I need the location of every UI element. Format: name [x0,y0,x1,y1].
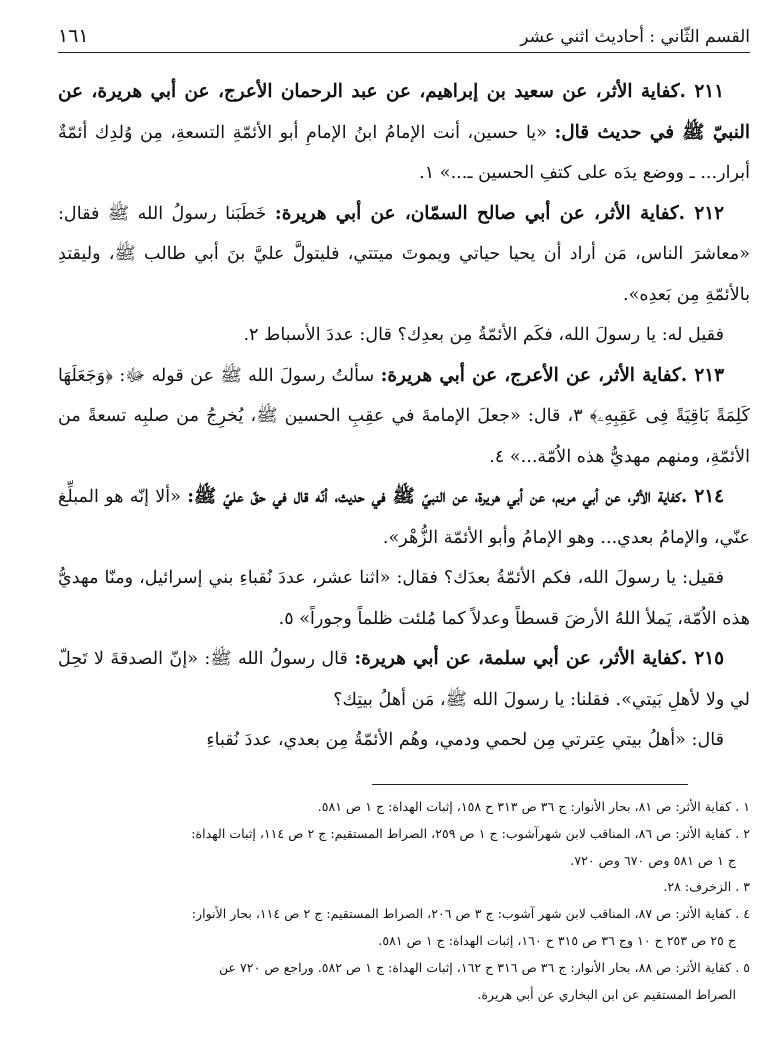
hadith-214-continuation-text: فقيل: يا رسولَ الله، فكم الأئمّةُ بعدَك؟ فقال: «اثنا عشر، عددَ نُقباءِ بني إسرائيل، ومنّا مهديُّ هذه الاُمّة، يَملأ اللهُ الأرضَ قسطاً وعدلاً كما مُلئت ظلماً وجوراً» ٥. [58,568,750,629]
running-title: القسم الثّاني : أحاديث اثني عشر [520,27,750,47]
hadith-212-source: ٢١٢ .كفاية الأثر، عن أبي صالح السمّان، عن أبي هريرة: [274,202,725,224]
footnote-5-continuation: الصراط المستقيم عن ابن البخاري عن أبي هريرة. [477,986,736,1002]
hadith-215 [58,639,750,720]
footnote-4-continuation: ج ٢٥ ص ٢٥٣ ح ١٠ وج ٣٦ ص ٣١٥ ح ١٦٠، إثبات الهداة: ج ١ ص ٥٨١. [378,932,736,948]
footnote-2-continuation: ج ١ ص ٥٨١ وص ٦٧٠ وص ٧٢٠. [570,852,736,868]
page-header [58,18,750,53]
hadith-214-source: ٢١٤ .كفاية الأثر، عن أبي مريم، عن أبي هريرة، عن النبيّ ﷺ في حديث، أنّه قال في حقّ عليّ ﷺ: [187,486,724,507]
hadith-215-text: قال رسولُ الله ﷺ: «إنّ الصدقةَ لا تَحِلّ لي ولا لأهلِ بَيتي». فقلنا: يا رسولَ الله ﷺ، مَن أهلُ بيتِك؟ [58,649,750,710]
hadith-214 [58,477,750,558]
hadith-212-text: خَطَبَنا رسولُ الله ﷺ فقال: «معاشرَ الناس، مَن أراد أن يحيا حياتي ويموتَ ميتتي، فليتولَّ عليَّ بنَ أبي طالب ﷺ، وليقتدِ بالأئمّةِ مِن بَعدِه». [58,203,750,305]
page-number: ١٦١ [58,25,89,47]
hadith-212-continuation-text: فقيل له: يا رسولَ الله، فكَم الأئمّةُ مِن بعدِك؟ قال: عددَ الأسباط ٢. [243,325,724,345]
footnote-2: ٢ . كفاية الأثر: ص ٨٦، المناقب لابن شهرآشوب: ج ١ ص ٢٥٩، الصراط المستقيم: ج ٢ ص ١١٤، إثبات الهداة: [191,825,750,841]
hadith-214-text: «ألا إنّه هو المبلِّغ عنّي، والإمامُ بعدي... وهو الإمامُ وأبو الأئمّة الزُّهْر». [58,487,750,548]
footnote-5: ٥ . كفاية الأثر: ص ٨٨، بحار الأنوار: ج ٣٦ ص ٣١٦ ح ١٦٢، إثبات الهداة: ج ١ ص ٥٨٢. وراجع ص ٧٢٠ عن [218,959,750,975]
hadith-214-continuation [58,558,750,639]
hadith-211-source: ٢١١ .كفاية الأثر، عن سعيد بن إبراهيم، عن عبد الرحمان الأعرج، عن أبي هريرة، عن النبيّ ﷺ في حديث قال: [58,81,750,143]
footnote-4: ٤ . كفاية الأثر: ص ٨٧، المناقب لابن شهر آشوب: ج ٣ ص ٢٠٦، الصراط المستقيم: ج ٢ ص ١١٤، بحار الأنوار: [191,906,750,922]
footnote-3: ٣ . الزخرف: ٢٨. [663,879,750,895]
hadith-213-text: سألتُ رسولَ الله ﷺ عن قوله ﷻ: ﴿وَجَعَلَهَا كَلِمَةً بَاقِيَةً فِى عَقِبِهِۦ﴾ ٣، قال: «جعلَ الإمامةَ في عقِبِ الحسين ﷺ، يُخرِجُ من صلبِه تسعةً من الأئمّةِ، ومنهم مهديُّ هذه الاُمّة...» ٤. [58,365,750,467]
footnotes [58,794,750,1008]
hadith-212-continuation [58,315,750,356]
footnote-1: ١ . كفاية الأثر: ص ٨١، بحار الأنوار: ج ٣٦ ص ٣١٣ ح ١٥٨، إثبات الهداة: ج ١ ص ٥٨١. [317,799,750,814]
hadith-212 [58,194,750,316]
hadith-211 [58,72,750,194]
hadith-211-text: «يا حسين، أنت الإمامُ ابنُ الإمامِ أبو الأئمّةِ التسعةِ، مِن وُلدِك أئمّةٌ أبرار... ـ ووضع يدَه على كتفِ الحسين ـ...» ١. [58,122,750,183]
main-text [58,72,750,761]
hadith-215-source: ٢١٥ .كفاية الأثر، عن أبي سلمة، عن أبي هريرة: [354,648,724,669]
hadith-215-continuation-text: قال: «أهلُ بيتي عِترتي مِن لحمي ودمي، وهُم الأئمّةُ مِن بعدي، عددَ نُقباءِ [206,730,724,750]
hadith-213 [58,356,750,478]
hadith-215-continuation [58,720,750,761]
footnote-divider [372,784,688,785]
hadith-213-source: ٢١٣ .كفاية الأثر، عن الأعرج، عن أبي هريرة: [380,364,724,386]
